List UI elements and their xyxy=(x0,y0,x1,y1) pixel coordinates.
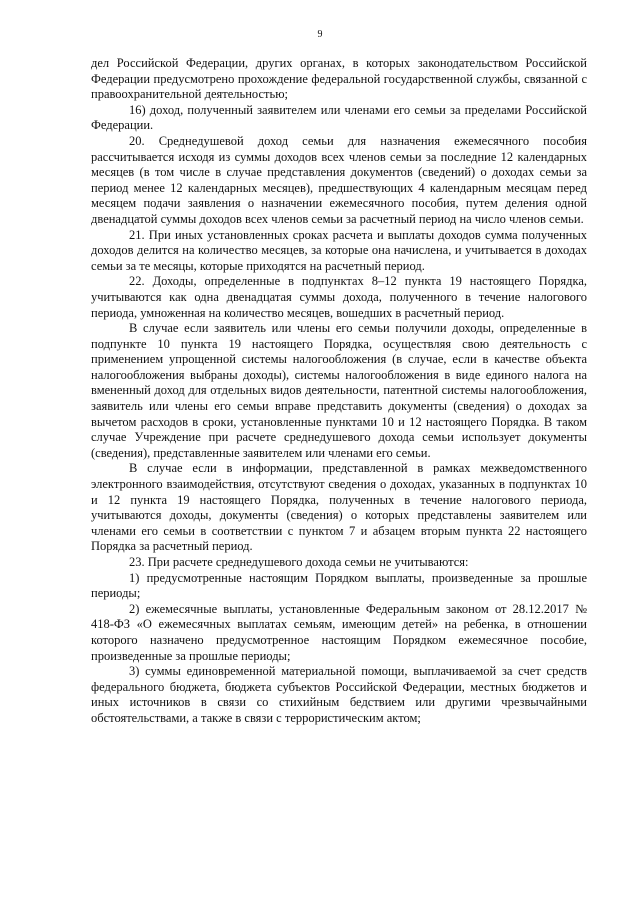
paragraph: 20. Среднедушевой доход семьи для назначения ежемесячного пособия рассчитывается исходя из суммы доходов всех членов семьи за последние 12 календарных месяцев (в том числе в случае представления документов (сведений) о доходах семьи за период менее 12 календарных месяцев), предшествующих 4 календарным месяцам перед месяцем подачи заявления о назначении ежемесячного пособия, путем деления одной двенадцатой суммы доходов всех членов семьи за расчетный период на число членов семьи. xyxy=(91,133,587,226)
paragraph: дел Российской Федерации, других органах, в которых законодательством Российской Федерации предусмотрено прохождение федеральной государственной службы, связанной с правоохранительной деятельностью; xyxy=(91,56,587,102)
paragraph: 21. При иных установленных сроках расчета и выплаты доходов сумма полученных доходов делится на количество месяцев, за которые она начислена, и учитывается в доходах семьи за те месяцы, которые приходятся на расчетный период. xyxy=(91,227,587,273)
paragraph: В случае если заявитель или члены его семьи получили доходы, определенные в подпункте 10 пункта 19 настоящего Порядка, осуществляя свою деятельность с применением упрощенной системы налогообложения (в случае, если в качестве объекта налогообложения выбраны доходы), системы налогообложения в виде единого налога на вмененный доход для отдельных видов деятельности, патентной системы налогообложения, заявитель или члены его семьи вправе представить документы (сведения) о доходах за вычетом расходов в сроки, установленные пунктами 10 и 12 настоящего Порядка. В таком случае Учреждение при расчете среднедушевого дохода семьи использует документы (сведения), представленные заявителем или членами его семьи. xyxy=(91,321,587,460)
paragraph: 16) доход, полученный заявителем или членами его семьи за пределами Российской Федерации. xyxy=(91,102,587,133)
page-number: 9 xyxy=(317,29,323,40)
paragraph: 1) предусмотренные настоящим Порядком выплаты, произведенные за прошлые периоды; xyxy=(91,570,587,601)
paragraph: В случае если в информации, представленной в рамках межведомственного электронного взаимодействия, отсутствуют сведения о доходах, указанных в подпунктах 10 и 12 пункта 19 настоящего Порядка, полученных в течение налогового периода, учитываются доходы, документы (сведения) о которых представлены заявителем или членами его семьи в соответствии с пунктом 7 и абзацем вторым пункта 22 настоящего Порядка за расчетный период. xyxy=(91,461,587,554)
paragraph: 23. При расчете среднедушевого дохода семьи не учитываются: xyxy=(129,555,469,569)
document-body xyxy=(91,56,587,727)
paragraph: 2) ежемесячные выплаты, установленные Федеральным законом от 28.12.2017 № 418-ФЗ «О ежемесячных выплатах семьям, имеющим детей» на ребенка, в отношении которого назначено предусмотренное настоящим Порядком ежемесячное пособие, произведенные за прошлые периоды; xyxy=(91,601,587,663)
paragraph: 22. Доходы, определенные в подпунктах 8–12 пункта 19 настоящего Порядка, учитываются как одна двенадцатая суммы дохода, полученного в течение налогового периода, умноженная на количество месяцев, вошедших в расчетный период. xyxy=(91,274,587,320)
paragraph: 3) суммы единовременной материальной помощи, выплачиваемой за счет средств федерального бюджета, бюджета субъектов Российской Федерации, местных бюджетов и иных источников в связи со стихийным бедствием или другими чрезвычайными обстоятельствами, а также в связи с террористическим актом; xyxy=(91,664,587,725)
